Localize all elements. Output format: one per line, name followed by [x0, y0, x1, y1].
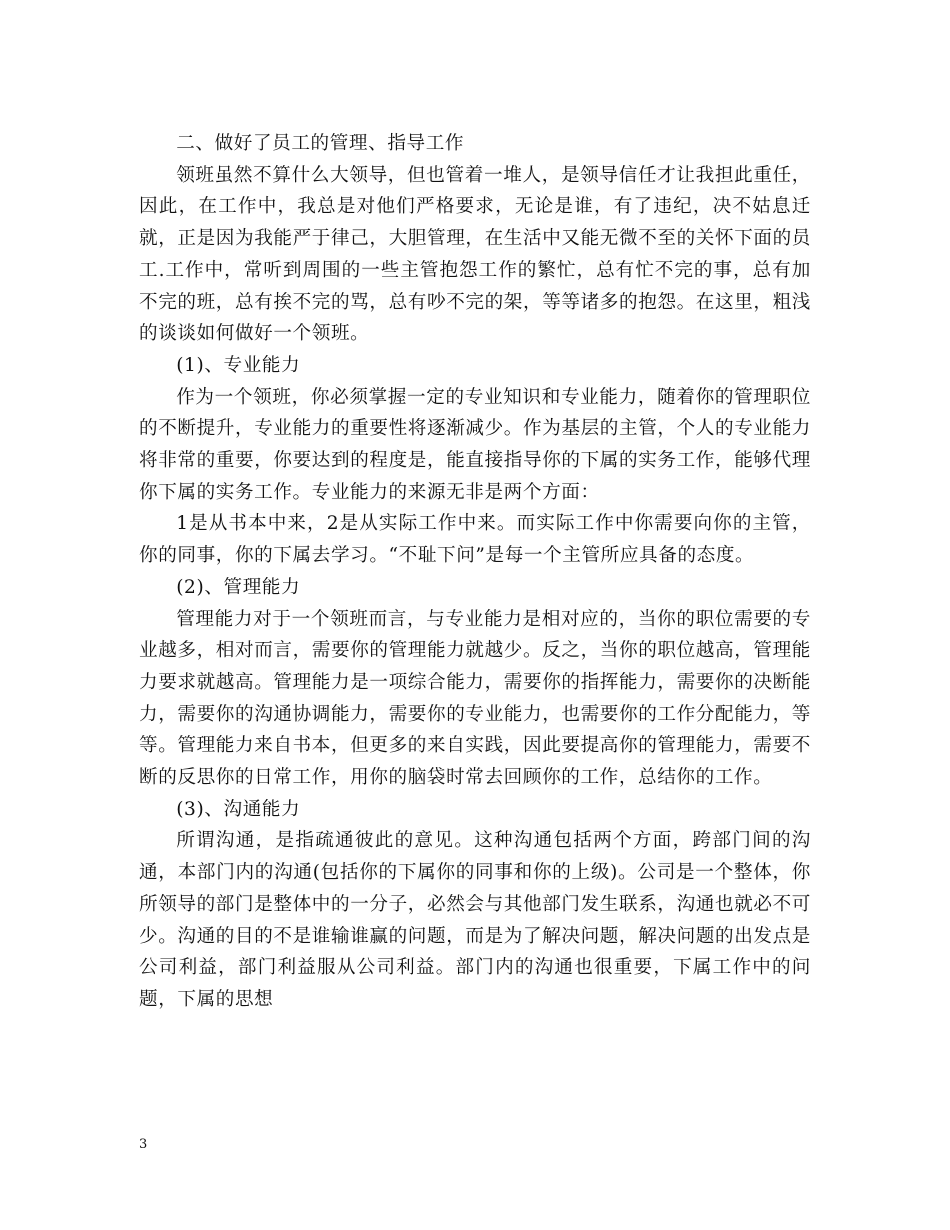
body-paragraph: 管理能力对于一个领班而言，与专业能力是相对应的，当你的职位需要的专业越多，相对而言，需要你的管理能力就越少。反之，当你的职位越高，管理能力要求就越高。管理能力是一项综合能力，需要你的指挥能力，需要你的决断能力，需要你的沟通协调能力，需要你的专业能力，也需要你的工作分配能力，等等。管理能力来自书本，但更多的来自实践，因此要提高你的管理能力，需要不断的反思你的日常工作，用你的脑袋时常去回顾你的工作，总结你的工作。	[139, 608, 811, 789]
subsection-heading: (1)、专业能力	[176, 354, 301, 376]
subsection-heading: (3)、沟通能力	[176, 798, 301, 820]
body-paragraph: 领班虽然不算什么大领导，但也管着一堆人，是领导信任才让我担此重任，因此，在工作中，我总是对他们严格要求，无论是谁，有了违纪，决不姑息迁就，正是因为我能严于律己，大胆管理，在生活中又能无微不至的关怀下面的员工.工作中，常听到周围的一些主管抱怨工作的繁忙，总有忙不完的事，总有加不完的班，总有挨不完的骂，总有吵不完的架，等等诸多的抱怨。在这里，粗浅的谈谈如何做好一个领班。	[139, 164, 811, 345]
body-paragraph: 作为一个领班，你必须掌握一定的专业知识和专业能力，随着你的管理职位的不断提升，专业能力的重要性将逐渐减少。作为基层的主管，个人的专业能力将非常的重要，你要达到的程度是，能直接指导你的下属的实务工作，能够代理你下属的实务工作。专业能力的来源无非是两个方面：	[139, 386, 811, 503]
document-body	[139, 128, 811, 1016]
page-number: 3	[139, 1137, 148, 1152]
section-heading: 二、做好了员工的管理、指导工作	[176, 133, 465, 154]
body-paragraph: 所谓沟通，是指疏通彼此的意见。这种沟通包括两个方面，跨部门间的沟通，本部门内的沟通(包括你的下属你的同事和你的上级)。公司是一个整体，你所领导的部门是整体中的一分子，必然会与其他部门发生联系，沟通也就必不可少。沟通的目的不是谁输谁赢的问题，而是为了解决问题，解决问题的出发点是公司利益，部门利益服从公司利益。部门内的沟通也很重要，下属工作中的问题，下属的思想	[139, 830, 811, 1010]
subsection-heading: (2)、管理能力	[176, 576, 301, 598]
body-paragraph: 1是从书本中来，2是从实际工作中来。而实际工作中你需要向你的主管，你的同事，你的下属去学习。“不耻下问”是每一个主管所应具备的态度。	[139, 513, 811, 567]
